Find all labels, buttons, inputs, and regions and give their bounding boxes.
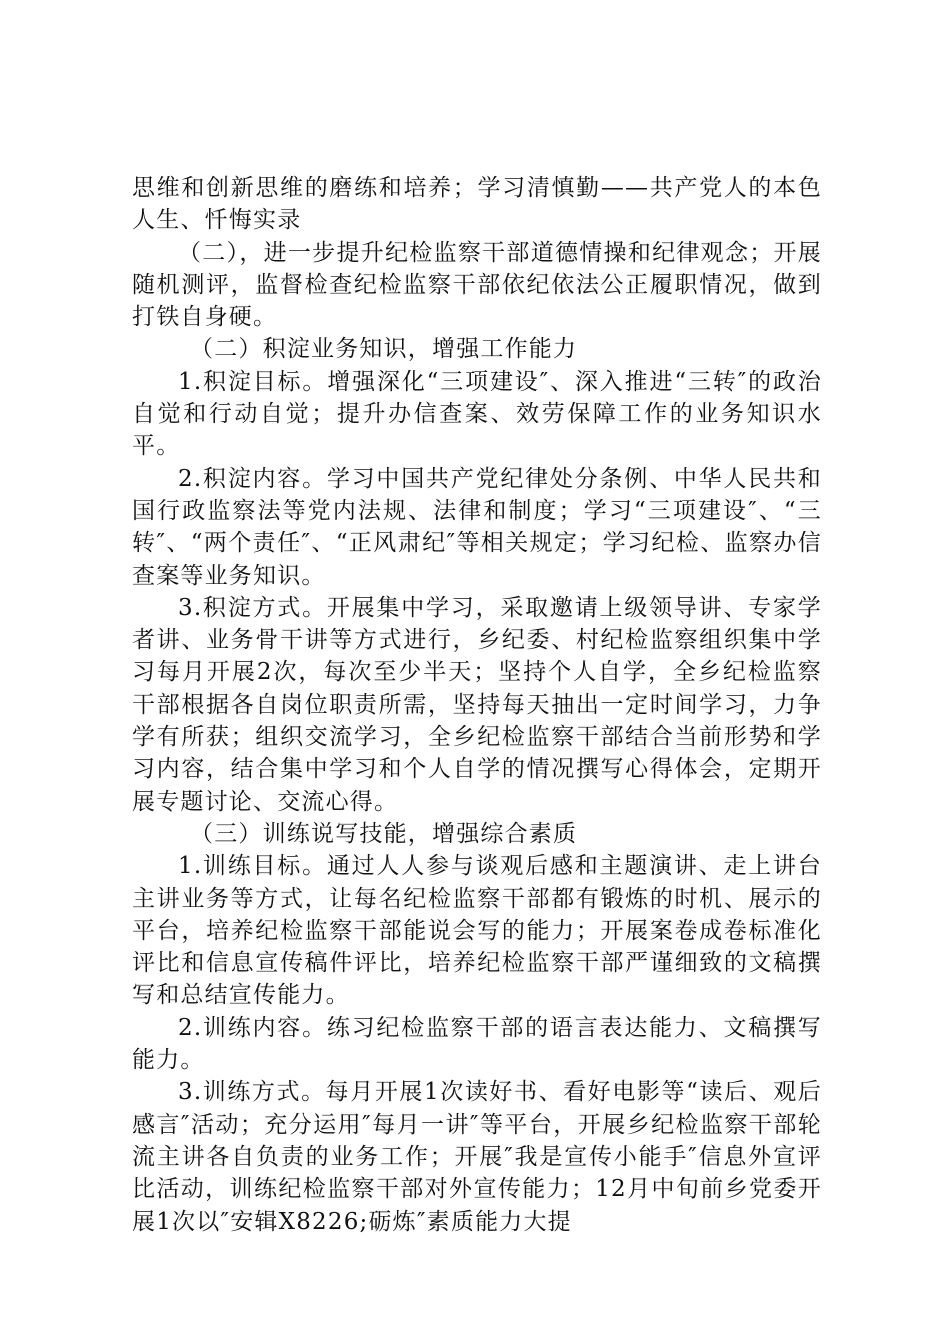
paragraph-moral-conduct: （二），进一步提升纪检监察干部道德情操和纪律观念；开展随机测评，监督检查纪检监察干部依纪依法公正履职情况，做到打铁自身硬。 — [132, 239, 822, 331]
paragraph-continuation: 思维和创新思维的磨练和培养；学习清慎勤——共产党人的本色人生、忏悔实录 — [132, 175, 822, 234]
paragraph-training-method: 3.训练方式。每月开展1次读好书、看好电影等“读后、观后感言″活动；充分运用″每月一讲″等平台，开展乡纪检监察干部轮流主讲各自负责的业务工作；开展″我是宣传小能手″信息外宣评比活动，训练纪检监察干部对外宣传能力；12月中旬前乡党委开展1次以″安辑X8226;砺炼″素质能力大提 — [132, 1079, 822, 1235]
paragraph-training-content: 2.训练内容。练习纪检监察干部的语言表达能力、文稿撰写能力。 — [132, 1014, 822, 1074]
paragraph-training-goal: 1.训练目标。通过人人参与谈观后感和主题演讲、走上讲台主讲业务等方式，让每名纪检监察干部都有锻炼的时机、展示的平台，培养纪检监察干部能说会写的能力；开展案卷成卷标准化评比和信息宣传稿件评比，培养纪检监察干部严谨细致的文稿撰写和总结宣传能力。 — [132, 853, 822, 1009]
paragraph-accumulation-content: 2.积淀内容。学习中国共产党纪律处分条例、中华人民共和国行政监察法等党内法规、法律和制度；学习“三项建设″、“三转″、“两个责任″、“正风肃纪″等相关规定；学习纪检、监察办信查案等业务知识。 — [132, 465, 822, 589]
paragraph-accumulation-method: 3.积淀方式。开展集中学习，采取邀请上级领导讲、专家学者讲、业务骨干讲等方式进行，乡纪委、村纪检监察组织集中学习每月开展2次，每次至少半天；坚持个人自学，全乡纪检监察干部根据各自岗位职责所需，坚持每天抽出一定时间学习，力争学有所获；组织交流学习，全乡纪检监察干部结合当前形势和学习内容，结合集中学习和个人自学的情况撰写心得体会，定期开展专题讨论、交流心得。 — [132, 594, 822, 815]
paragraph-accumulation-goal: 1.积淀目标。增强深化“三项建设″、深入推进“三转″的政治自觉和行动自觉；提升办信查案、效劳保障工作的业务知识水平。 — [132, 368, 822, 460]
section-heading-speaking-writing: （三）训练说写技能，增强综合素质 — [190, 820, 578, 847]
document-page — [132, 172, 822, 1238]
section-heading-business-knowledge: （二）积淀业务知识，增强工作能力 — [190, 336, 578, 363]
